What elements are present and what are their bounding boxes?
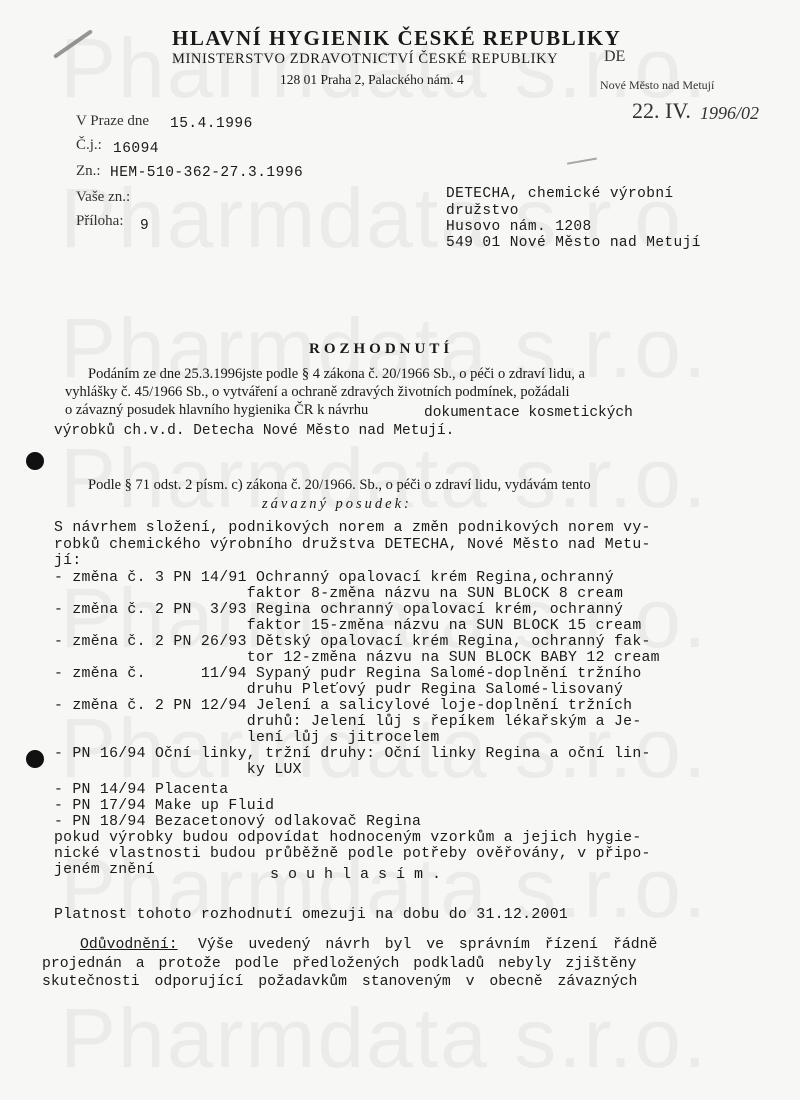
intro-line-4: výrobků ch.v.d. Detecha Nové Město nad Metují.: [54, 423, 455, 439]
decision-title: ROZHODNUTÍ: [309, 341, 454, 357]
body-line: - změna č. 2 PN 3/93 Regina ochranný opalovací krém, ochranný: [54, 602, 624, 618]
law-line: Podle § 71 odst. 2 písm. c) zákona č. 20/1966. Sb., o péči o zdraví lidu, vydávám tento: [88, 477, 591, 493]
watermark: [60, 990, 708, 1087]
intro-line-3b: dokumentace kosmetických: [424, 405, 633, 421]
reason-line: skutečnosti odporující požadavkům stanoveným v obecně závazných: [42, 974, 638, 990]
body-line: tor 12-změna názvu na SUN BLOCK BABY 12 cream: [54, 650, 660, 666]
body-line: - PN 16/94 Oční linky, tržní druhy: Oční linky Regina a oční lin-: [54, 746, 651, 762]
binder-hole: [26, 452, 44, 470]
stamp-date: 22. IV.: [632, 98, 691, 123]
reason-line: Výše uvedený návrh byl ve správním řízení řádně: [198, 937, 658, 953]
body-line: druhu Pleťový pudr Regina Salomé-lisovaný: [54, 682, 624, 698]
body-line: druhů: Jelení lůj s řepíkem lékařským a Je-: [54, 714, 642, 730]
stamp-number: 1996/02: [700, 103, 760, 123]
body-line: pokud výrobky budou odpovídat hodnoceným vzorkům a jejich hygie-: [54, 830, 642, 846]
body-line: ky LUX: [54, 762, 302, 778]
body-line: - změna č. 2 PN 12/94 Jelení a salicylové loje-doplnění tržních: [54, 698, 633, 714]
reason-label: Odůvodnění:: [80, 937, 178, 953]
body-line: - změna č. 2 PN 26/93 Dětský opalovací krém Regina, ochranný fak-: [54, 634, 651, 650]
vase-zn-label: Vaše zn.:: [76, 189, 131, 205]
body-line: - PN 17/94 Make up Fluid: [54, 798, 275, 814]
stamp-organization: Nové Město nad Metují: [600, 78, 715, 92]
body-line: lení lůj s jitrocelem: [54, 730, 440, 746]
recipient-line-2: družstvo: [446, 203, 519, 219]
body-line: - změna č. 11/94 Sypaný pudr Regina Salomé-doplnění tržního: [54, 666, 642, 682]
body-line: nické vlastnosti budou průběžně podle potřeby ověřovány, v připo-: [54, 846, 651, 862]
stamp-top: DE: [604, 48, 626, 65]
letterhead-address: 128 01 Praha 2, Palackého nám. 4: [280, 72, 464, 87]
body-line: - PN 14/94 Placenta: [54, 782, 229, 798]
intro-line-1: Podáním ze dne 25.3.1996jste podle § 4 zákona č. 20/1966 Sb., o péči o zdraví lidu, a: [88, 366, 585, 382]
validity-text: Platnost tohoto rozhodnutí omezuji na dobu do 31.12.2001: [54, 907, 569, 923]
body-line: robků chemického výrobního družstva DETECHA, Nové Město nad Metu-: [54, 537, 651, 553]
date-value: 15.4.1996: [170, 116, 253, 132]
agree-text: souhlasím.: [270, 866, 451, 883]
letterhead-title: HLAVNÍ HYGIENIK ČESKÉ REPUBLIKY: [172, 26, 622, 50]
body-line: faktor 8-změna názvu na SUN BLOCK 8 cream: [54, 586, 624, 602]
intro-line-3a: o závazný posudek hlavního hygienika ČR k návrhu: [65, 402, 369, 418]
reason-line: projednán a protože podle předložených podkladů nebyly zjištěny: [42, 956, 637, 972]
body-line: jeném znění: [54, 862, 155, 878]
body-line: jí:: [54, 553, 82, 569]
watermark: [60, 170, 708, 267]
body-line: - PN 18/94 Bezacetonový odlakovač Regina: [54, 814, 422, 830]
body-line: - změna č. 3 PN 14/91 Ochranný opalovací krém Regina,ochranný: [54, 570, 614, 586]
body-line: S návrhem složení, podnikových norem a změn podnikových norem vy-: [54, 520, 651, 536]
cj-label: Č.j.:: [76, 137, 102, 153]
body-line: faktor 15-změna názvu na SUN BLOCK 15 cream: [54, 618, 642, 634]
intro-line-2: vyhlášky č. 45/1966 Sb., o vytváření a ochraně zdravých životních podmínek, požádali: [65, 384, 570, 400]
recipient-line-1: DETECHA, chemické výrobní: [446, 186, 674, 202]
posudek-title: závazný posudek:: [262, 496, 412, 512]
letterhead-ministry: MINISTERSTVO ZDRAVOTNICTVÍ ČESKÉ REPUBLIKY: [172, 51, 559, 67]
zn-label: Zn.:: [76, 163, 101, 179]
cj-value: 16094: [113, 141, 160, 157]
priloha-label: Příloha:: [76, 213, 124, 229]
date-label: V Praze dne: [76, 113, 150, 129]
binder-hole: [26, 750, 44, 768]
recipient-line-4: 549 01 Nové Město nad Metují: [446, 235, 701, 251]
zn-value: HEM-510-362-27.3.1996: [110, 165, 304, 181]
priloha-value: 9: [140, 218, 150, 234]
recipient-line-3: Husovo nám. 1208: [446, 219, 592, 235]
